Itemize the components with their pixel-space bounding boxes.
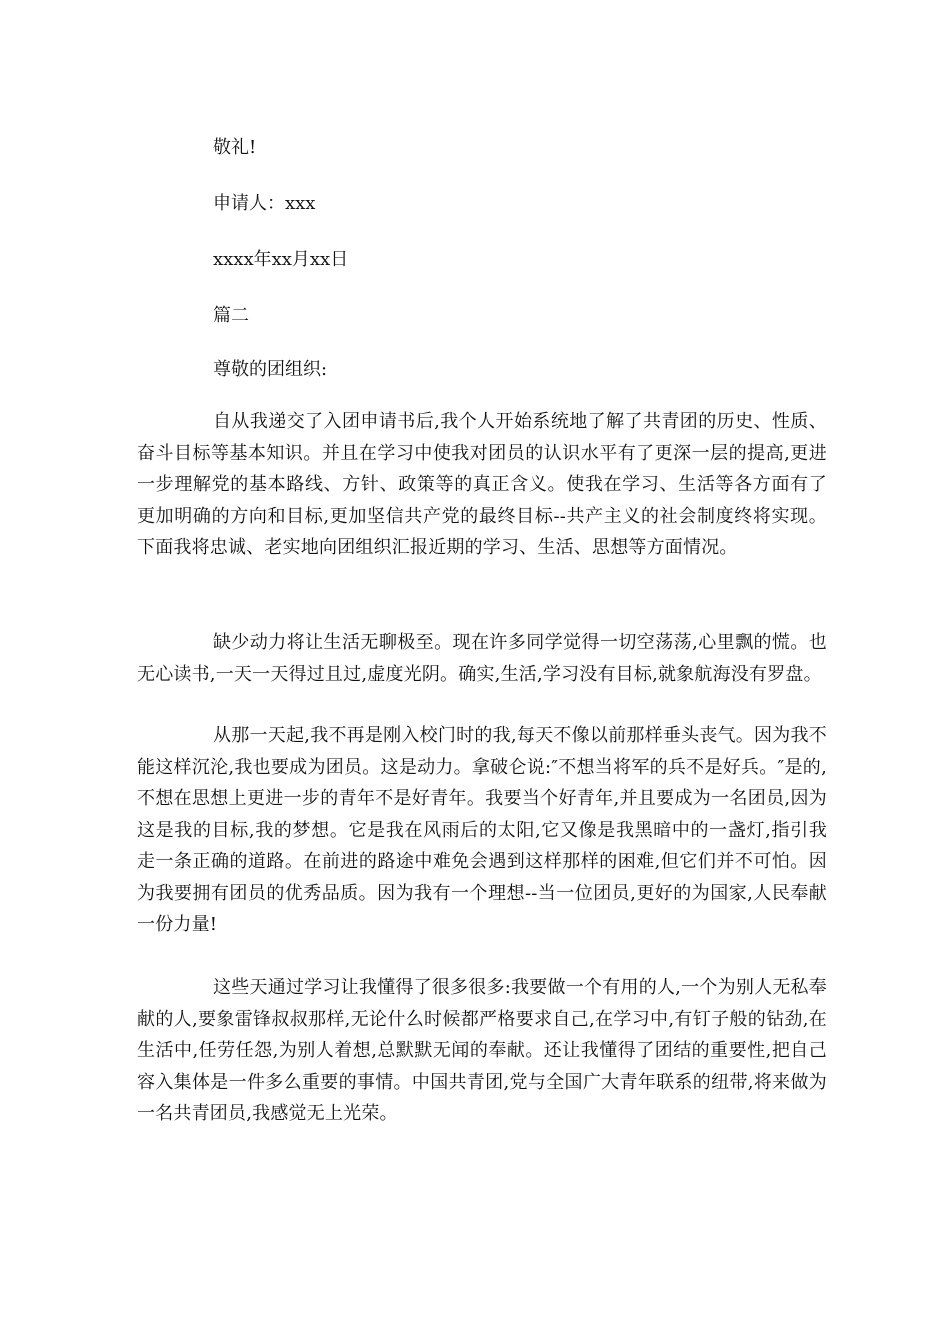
- body-paragraph: 从那一天起,我不再是刚入校门时的我,每天不像以前那样垂头丧气。因为我不能这样沉沦,我也要成为团员。这是动力。拿破仑说:″不想当将军的兵不是好兵。″是的,不想在思想上更进一步的青年不是好青年。我要当个好青年,并且要成为一名团员,因为这是我的目标,我的梦想。它是我在风雨后的太阳,它又像是我黑暗中的一盏灯,指引我走一条正确的道路。在前进的路途中难免会遇到这样那样的困难,但它们并不可怕。因为我要拥有团员的优秀品质。因为我有一个理想--当一位团员,更好的为国家,人民奉献一份力量!: [137, 725, 827, 935]
- body-paragraph: 缺少动力将让生活无聊极至。现在许多同学觉得一切空荡荡,心里飘的慌。也无心读书,一天一天得过且过,虚度光阴。确实,生活,学习没有目标,就象航海没有罗盘。: [137, 632, 827, 685]
- application-date: xxxx年xx月xx日: [213, 249, 349, 270]
- greeting: 尊敬的团组织:: [213, 359, 328, 380]
- body-paragraph: 这些天通过学习让我懂得了很多很多:我要做一个有用的人,一个为别人无私奉献的人,要象雷锋叔叔那样,无论什么时候都严格要求自己,在学习中,有钉子般的钻劲,在生活中,任劳任怨,为别人着想,总默默无闻的奉献。还让我懂得了团结的重要性,把自己容入集体是一件多么重要的事情。中国共青团,党与全国广大青年联系的纽带,将来做为一名共青团员,我感觉无上光荣。: [137, 977, 827, 1124]
- applicant-signature: 申请人：xxx: [213, 193, 316, 214]
- body-paragraph: 自从我递交了入团申请书后,我个人开始系统地了解了共青团的历史、性质、奋斗目标等基本知识。并且在学习中使我对团员的认识水平有了更深一层的提高,更进一步理解党的基本路线、方针、政策等的真正含义。使我在学习、生活等各方面有了更加明确的方向和目标,更加坚信共产党的最终目标--共产主义的社会制度终将实现。下面我将忠诚、老实地向团组织汇报近期的学习、生活、思想等方面情况。: [137, 411, 827, 558]
- section-heading: 篇二: [213, 305, 249, 326]
- closing-salute: 敬礼!: [213, 137, 257, 158]
